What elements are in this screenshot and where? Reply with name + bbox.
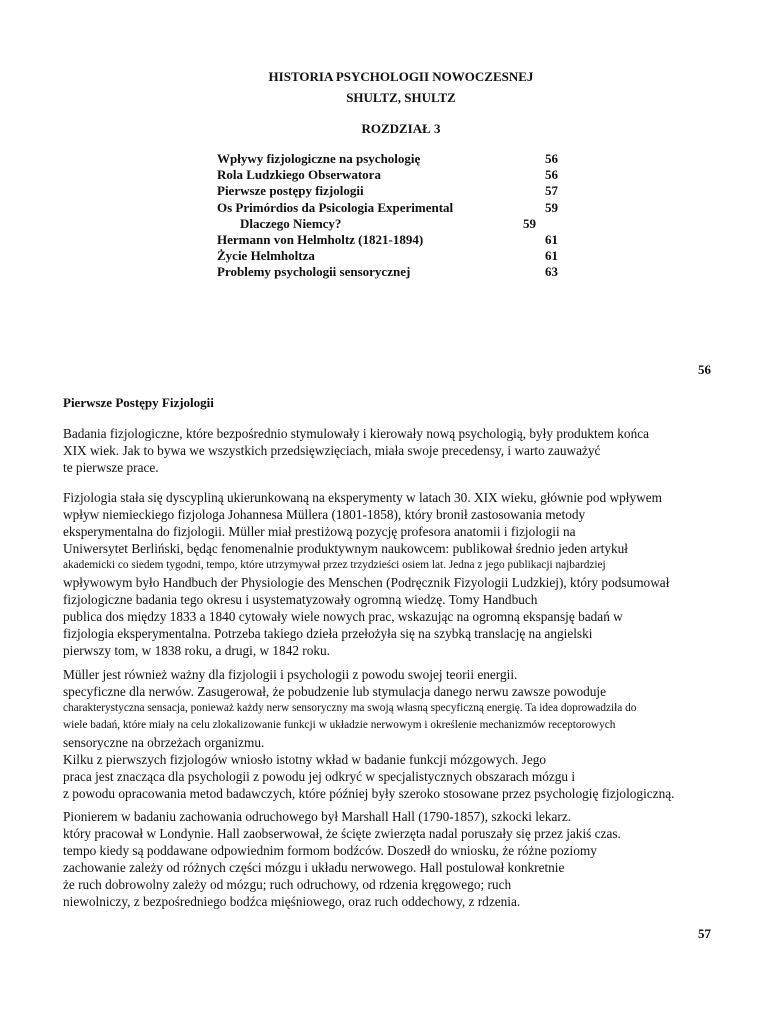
text-line: tempo kiedy są poddawane odpowiednim formom bodźców. Doszedł do wniosku, że różne poziomy: [63, 843, 597, 858]
toc-entry-title: Os Primórdios da Psicologia Experimental: [217, 199, 454, 215]
toc-entry-title: Rola Ludzkiego Obserwatora: [217, 167, 381, 183]
toc-entry: [217, 167, 567, 183]
section-heading: Pierwsze Postępy Fizjologii: [63, 395, 214, 410]
paragraph: [63, 489, 763, 659]
toc-entry-page: 61: [545, 248, 558, 264]
toc-entry-title: Dlaczego Niemcy?: [240, 215, 342, 231]
chapter-title: ROZDZIAŁ 3: [361, 121, 441, 136]
toc-entry-page: 63: [545, 264, 558, 280]
toc-entry: [217, 200, 567, 216]
toc-entry-title: Pierwsze postępy fizjologii: [217, 183, 364, 199]
book-title: HISTORIA PSYCHOLOGII NOWOCZESNEJ: [268, 69, 534, 84]
text-line: akademicki co siedem tygodni, tempo, które utrzymywał przez trzydzieści osiem lat. Jedna z jego publikacji najbardziej: [63, 559, 606, 571]
paragraph: [63, 425, 763, 476]
text-line: który pracował w Londynie. Hall zaobserwował, że ścięte zwierzęta nadal poruszały się przez jakiś czas.: [63, 826, 621, 841]
toc-entry-page: 59: [523, 215, 536, 231]
page-number: 57: [698, 926, 711, 941]
toc-entry-page: 56: [545, 151, 558, 166]
toc-entry-page: 59: [545, 199, 558, 215]
table-of-contents: [217, 151, 567, 281]
text-line: wpływ niemieckiego fizjologa Johannesa Müllera (1801-1858), który bronił zastosowania metody: [63, 507, 586, 522]
text-line: charakterystyczna sensacja, ponieważ każdy nerw sensoryczny ma swoją własną specyficzną energię. Ta idea doprowadziła do: [63, 702, 637, 714]
toc-entry: [217, 248, 567, 264]
text-line: zachowanie zależy od różnych części mózgu i układu nerwowego. Hall postulował konkretnie: [63, 860, 565, 875]
text-line: fizjologiczne badania tego okresu i usystematyzowały ogromną wiedzę. Tomy Handbuch: [63, 592, 538, 607]
text-line: Kilku z pierwszych fizjologów wniosło istotny wkład w badanie funkcji mózgowych. Jego: [63, 752, 547, 767]
text-line: sensoryczne na obrzeżach organizmu.: [63, 735, 265, 750]
text-line: wiele badań, które miały na celu zlokalizowanie funkcji w układzie nerwowym i określenie mechanizmów receptorowych: [63, 719, 616, 731]
toc-entry-title: Wpływy fizjologiczne na psychologię: [217, 151, 421, 166]
text-line: Fizjologia stała się dyscypliną ukierunkowaną na eksperymenty w latach 30. XIX wieku, głównie pod wpływem: [63, 490, 662, 505]
text-line: publica dos między 1833 a 1840 cytowały wiele nowych prac, wskazując na ogromną ekspansję badań w: [63, 609, 623, 624]
text-line: Badania fizjologiczne, które bezpośrednio stymulowały i kierowały nową psychologią, były produktem końca: [63, 426, 650, 441]
text-line: eksperymentalna do fizjologii. Müller miał prestiżową pozycję profesora anatomii i fizjologii na: [63, 524, 576, 539]
text-line: fizjologia eksperymentalna. Potrzeba takiego dzieła przełożyła się na szybką translację na angielski: [63, 626, 593, 641]
text-line: XIX wiek. Jak to bywa we wszystkich przedsięwzięciach, miała swoje precedensy, i warto zauważyć: [63, 443, 601, 458]
text-line: Pionierem w badaniu zachowania odruchowego był Marshall Hall (1790-1857), szkocki lekarz.: [63, 809, 572, 824]
text-line: niewolniczy, z bezpośredniego bodźca mięśniowego, oraz ruch oddechowy, z rdzenia.: [63, 894, 521, 909]
toc-entry: [217, 264, 567, 280]
toc-entry-title: Hermann von Helmholtz (1821-1894): [217, 231, 424, 247]
text-line: pierwszy tom, w 1838 roku, a drugi, w 1842 roku.: [63, 643, 331, 658]
book-authors: SHULTZ, SHULTZ: [346, 90, 456, 105]
paragraph: [63, 666, 763, 802]
toc-entry-page: 57: [545, 183, 558, 199]
text-line: Müller jest również ważny dla fizjologii i psychologii z powodu swojej teorii energii.: [63, 667, 518, 682]
text-line: specyficzne dla nerwów. Zasugerował, że pobudzenie lub stymulacja danego nerwu zawsze powoduje: [63, 684, 606, 699]
toc-entry-title: Życie Helmholtza: [217, 248, 315, 264]
page-number: 56: [698, 362, 711, 377]
text-line: praca jest znacząca dla psychologii z powodu jej odkryć w specjalistycznych obszarach mózgu i: [63, 769, 576, 784]
paragraph: [63, 808, 763, 910]
toc-entry: [217, 151, 567, 167]
toc-entry: [217, 232, 567, 248]
text-line: z powodu opracowania metod badawczych, które później były szeroko stosowane przez psychologię fizjologiczną.: [63, 786, 675, 801]
toc-entry-page: 56: [545, 167, 558, 183]
text-line: te pierwsze prace.: [63, 460, 159, 475]
text-line: Uniwersytet Berliński, będąc fenomenalnie produktywnym naukowcem: publikował średnio jeden artykuł: [63, 541, 628, 556]
text-line: wpływowym było Handbuch der Physiologie des Menschen (Podręcznik Fizyologii Ludzkiej), który podsumował: [63, 575, 670, 590]
text-line: że ruch dobrowolny zależy od mózgu; ruch odruchowy, od rdzenia kręgowego; ruch: [63, 877, 512, 892]
toc-entry-title: Problemy psychologii sensorycznej: [217, 264, 411, 280]
toc-entry-page: 61: [545, 231, 558, 247]
toc-entry: [217, 216, 567, 232]
toc-entry: [217, 183, 567, 199]
